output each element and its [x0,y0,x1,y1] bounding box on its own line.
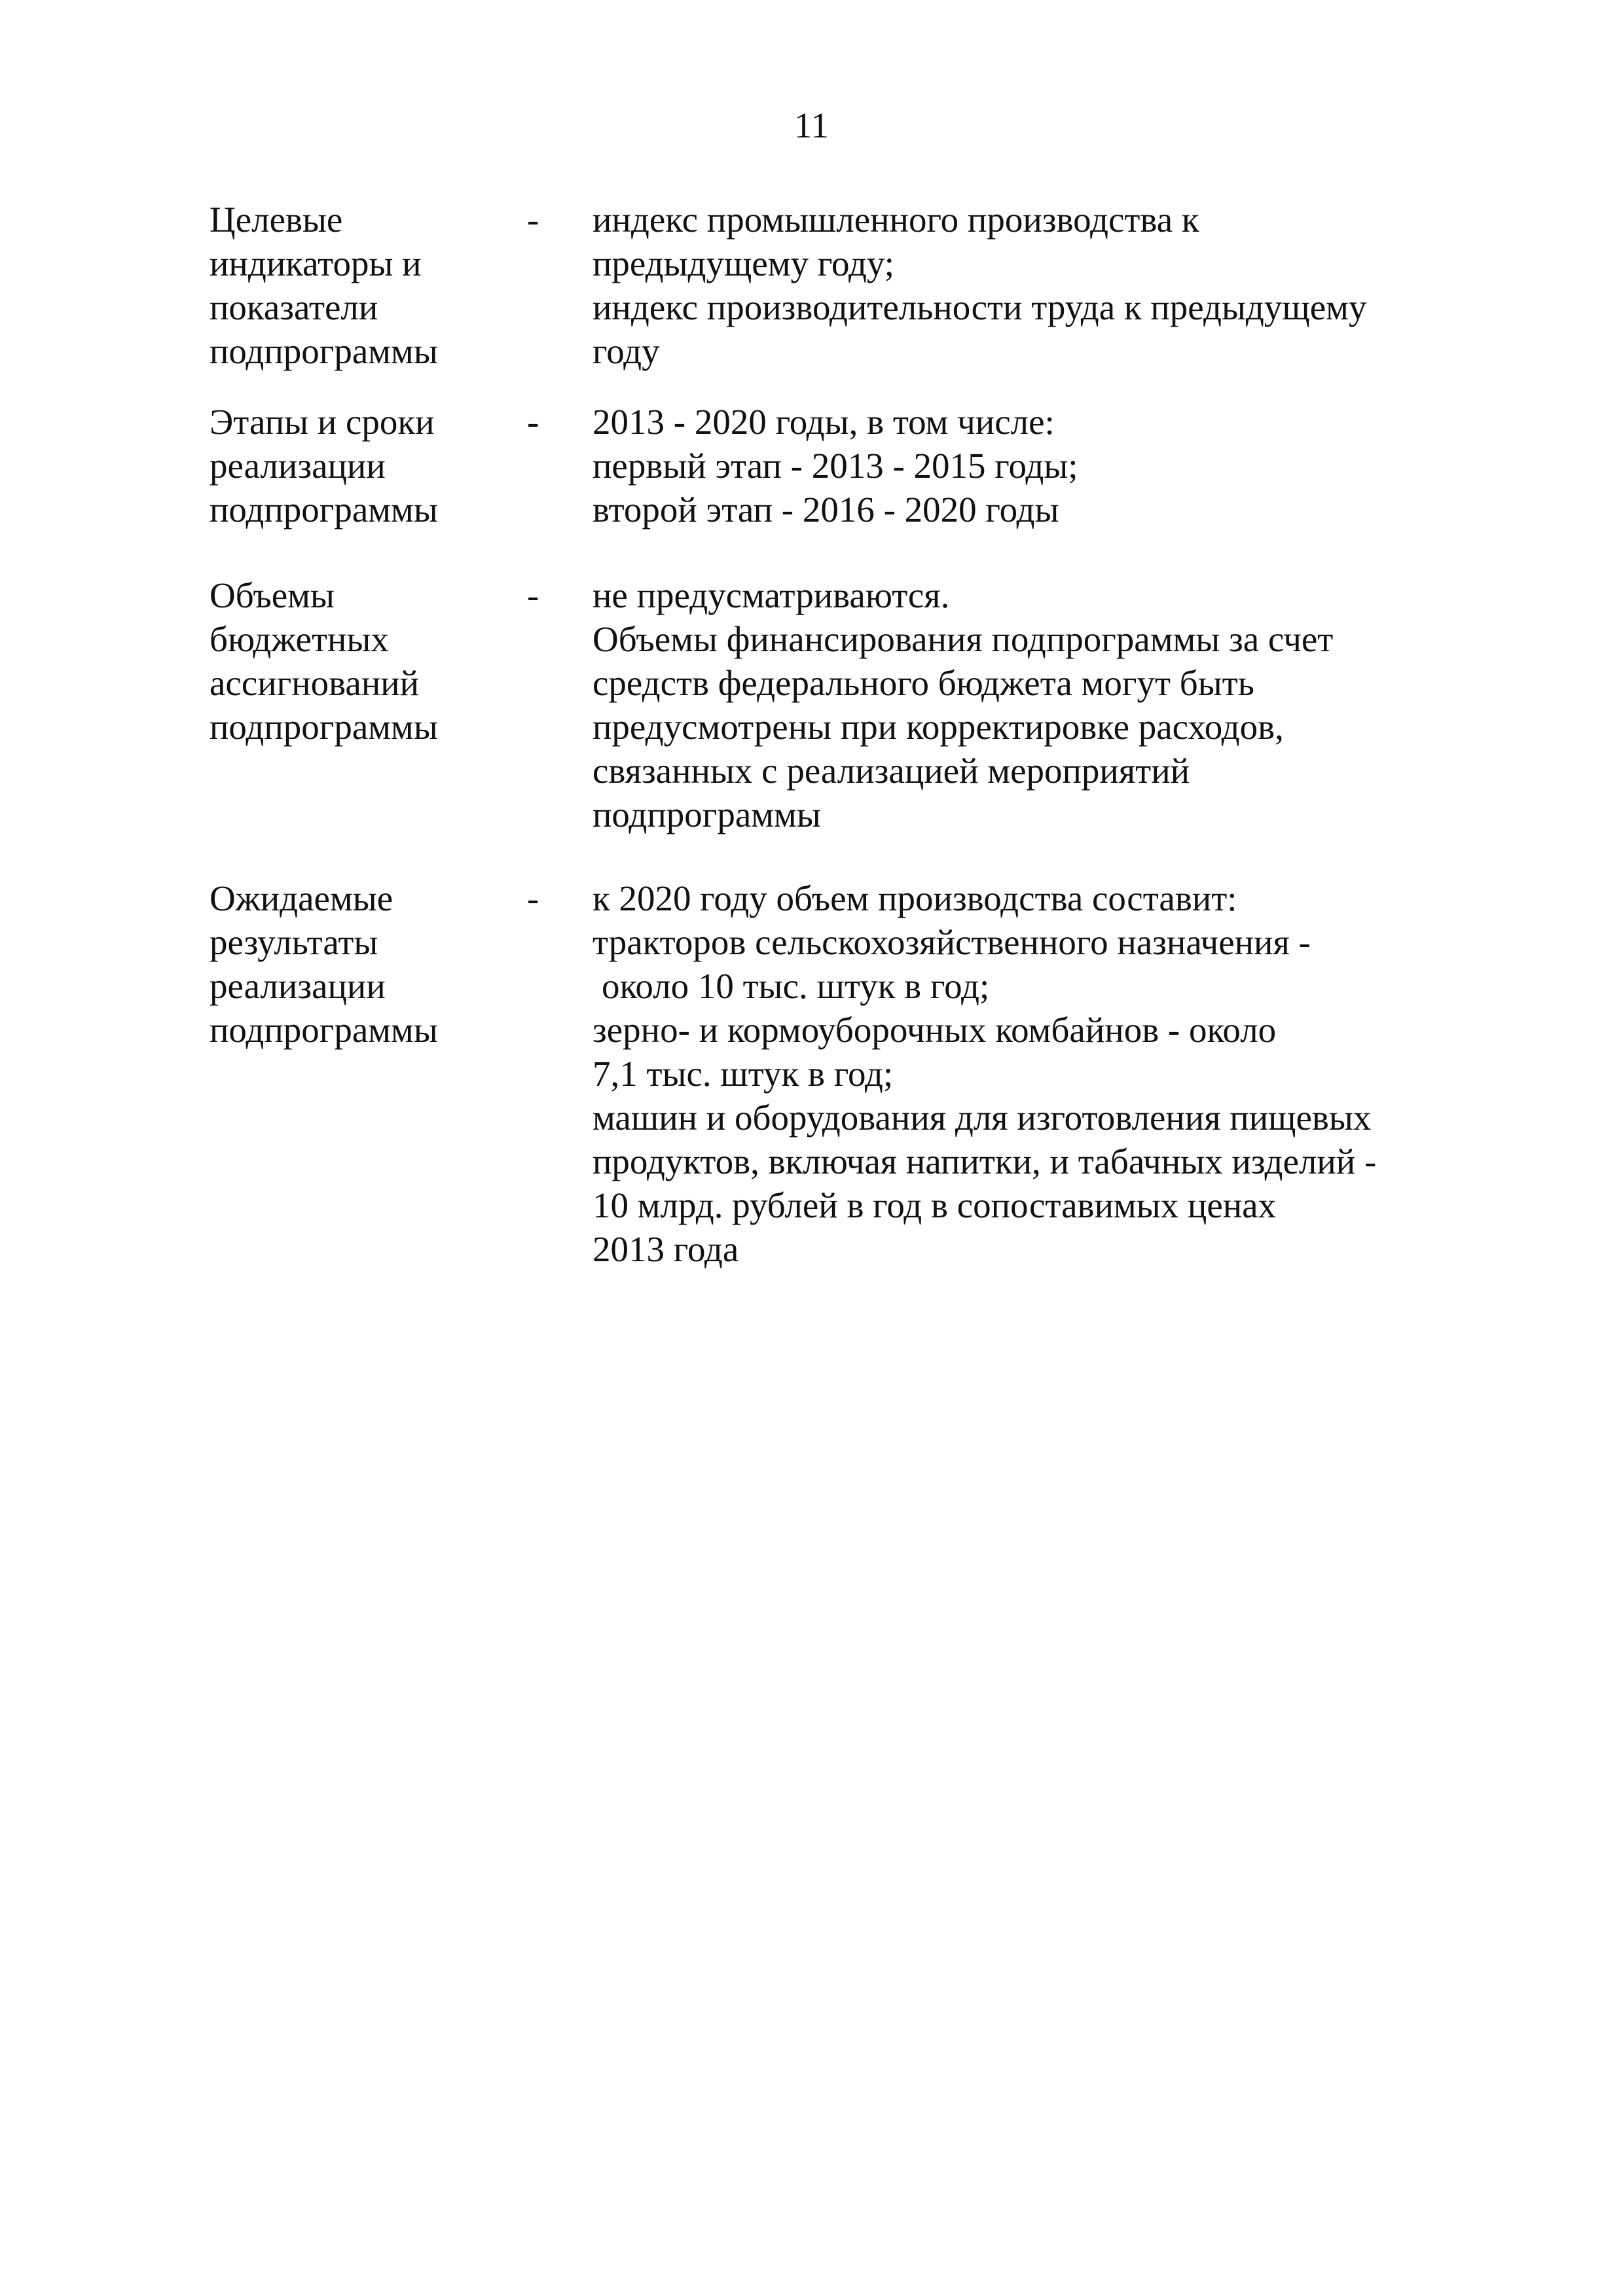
label-line: индикаторы и [210,243,422,283]
row-dash: - [527,878,539,918]
content-line: году [593,331,660,371]
label-line: ассигнований [210,663,420,703]
row-dash: - [527,402,539,442]
row-content [593,198,1457,373]
label-line: результаты [210,922,378,962]
content-line: зерно- и кормоуборочных комбайнов - около [593,1010,1277,1050]
content-line: второй этап - 2016 - 2020 годы [593,490,1059,529]
content-line: не предусматриваются. [593,575,950,615]
label-line: подпрограммы [210,1010,438,1050]
label-line: подпрограммы [210,707,438,747]
content-line: индекс производительности труда к предыдущему [593,287,1367,327]
row-label [210,876,484,1052]
label-line: Целевые [210,200,343,240]
content-line: связанных с реализацией мероприятий [593,751,1190,791]
label-line: реализации [210,446,386,486]
content-line: предусмотрены при корректировке расходов, [593,707,1284,747]
row-dash: - [527,575,539,615]
row-label [210,573,484,749]
content-line: 10 млрд. рублей в год в сопоставимых ценах [593,1185,1277,1225]
row-content [593,400,1457,531]
content-line: 7,1 тыс. штук в год; [593,1054,894,1094]
label-line: Этапы и сроки [210,402,435,442]
content-line: тракторов сельскохозяйственного назначения - [593,922,1311,962]
content-line: 2013 - 2020 годы, в том числе: [593,402,1055,442]
content-line: Объемы финансирования подпрограммы за счет [593,619,1334,659]
content-line: подпрограммы [593,795,821,834]
page-number: 11 [794,105,829,145]
label-line: показатели [210,287,378,327]
label-line: бюджетных [210,619,389,659]
label-line: реализации [210,966,386,1006]
row-label [210,400,484,531]
label-line: Ожидаемые [210,878,393,918]
label-line: подпрограммы [210,490,438,529]
content-line: к 2020 году объем производства составит: [593,878,1237,918]
row-content [593,573,1457,836]
label-line: Объемы [210,575,335,615]
content-line: индекс промышленного производства к [593,200,1199,240]
content-line: 2013 года [593,1229,739,1269]
content-line: предыдущему году; [593,243,895,283]
row-content [593,876,1457,1271]
content-line: средств федерального бюджета могут быть [593,663,1254,703]
content-line: машин и оборудования для изготовления пищевых [593,1098,1372,1138]
content-line: продуктов, включая напитки, и табачных изделий - [593,1141,1377,1181]
label-line: подпрограммы [210,331,438,371]
content-line: около 10 тыс. штук в год; [602,966,990,1006]
row-dash: - [527,200,539,240]
content-line: первый этап - 2013 - 2015 годы; [593,446,1078,486]
row-label [210,198,484,373]
